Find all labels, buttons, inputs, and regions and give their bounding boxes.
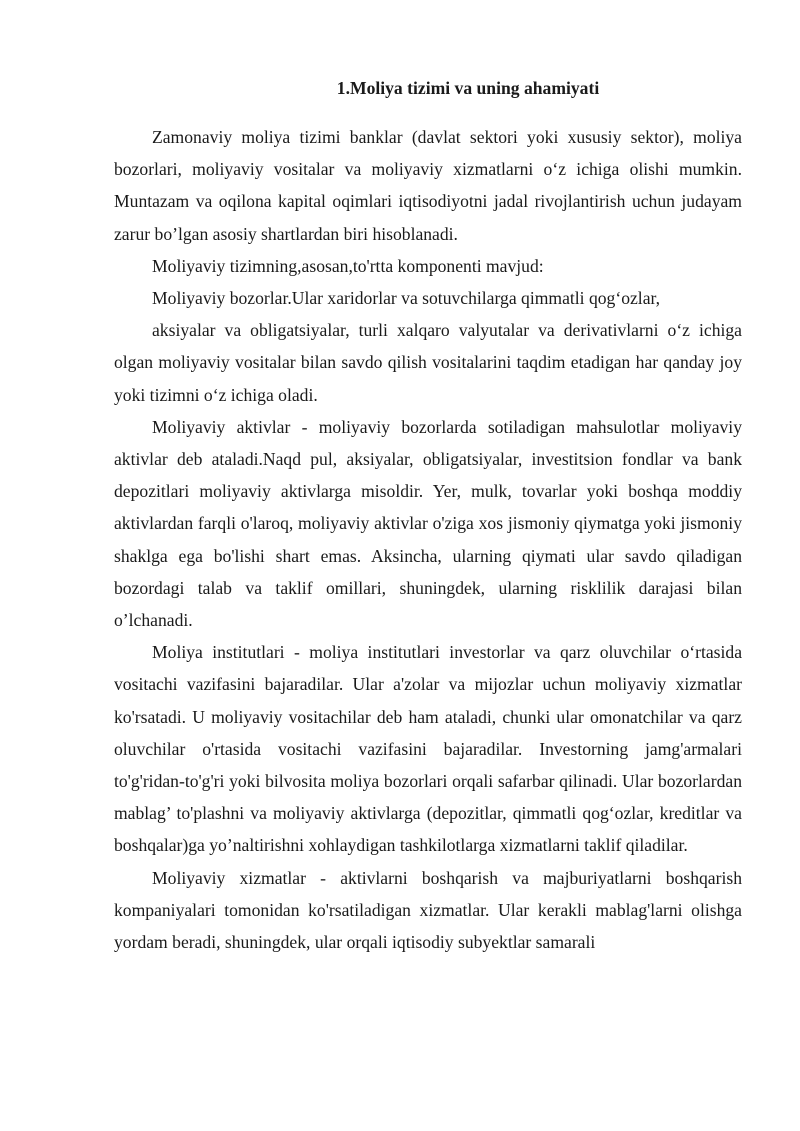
- document-body: [114, 74, 742, 958]
- paragraph-financial-services: Moliyaviy xizmatlar - aktivlarni boshqarish va majburiyatlarni boshqarish kompaniyalari tomonidan ko'rsatiladigan xizmatlar. Ular kerakli mablag'larni olishga yordam beradi, shuningdek, ular orqali iqtisodiy subyektlar samarali: [114, 867, 742, 953]
- paragraph-financial-assets: Moliyaviy aktivlar - moliyaviy bozorlarda sotiladigan mahsulotlar moliyaviy aktivlar deb ataladi.Naqd pul, aksiyalar, obligatsiyalar, investitsion fondlar va bank depozitlari moliyaviy aktivlarga misoldir. Yer, mulk, tovarlar yoki boshqa moddiy aktivlardan farqli o'laroq, moliyaviy aktivlar o'ziga xos jismoniy qiymatga yoki jismoniy shaklga ega bo'lishi shart emas. Aksincha, ularning qiymati ular savdo qiladigan bozordagi talab va taklif omillari, shuningdek, ularning risklilik darajasi bilan o’lchanadi.: [114, 416, 742, 631]
- paragraph-components: Moliyaviy tizimning,asosan,to'rtta komponenti mavjud:: [152, 255, 544, 276]
- paragraph-financial-institutions: Moliya institutlari - moliya institutlari investorlar va qarz oluvchilar o‘rtasida vositachi vazifasini bajaradilar. Ular a'zolar va mijozlar uchun moliyaviy xizmatlar ko'rsatadi. U moliyaviy vositachilar deb ham ataladi, chunki ular omonatchilar va qarz oluvchilar o'rtasida vositachi vazifasini bajaradilar. Investorning jamg'armalari to'g'ridan-to'g'ri yoki bilvosita moliya bozorlari orqali safarbar qilinadi. Ular bozorlardan mablag’ to'plashni va moliyaviy aktivlarga (depozitlar, qimmatli qog‘ozlar, kreditlar va boshqalar)ga yo’naltirishni xohlaydigan tashkilotlarga xizmatlarni taklif qiladilar.: [114, 642, 742, 856]
- section-title: 1.Moliya tizimi va uning ahamiyati: [336, 78, 600, 98]
- paragraph-intro: Zamonaviy moliya tizimi banklar (davlat sektori yoki xususiy sektor), moliya bozorlari, moliyaviy vositalar va moliyaviy xizmatlarni o‘z ichiga olishi mumkin. Muntazam va oqilona kapital oqimlari iqtisodiyotni jadal rivojlantirish uchun judayam zarur bo’lgan asosiy shartlardan biri hisoblanadi.: [114, 127, 742, 244]
- paragraph-financial-markets: Moliyaviy bozorlar.Ular xaridorlar va sotuvchilarga qimmatli qog‘ozlar,: [152, 288, 661, 309]
- paragraph-financial-markets-cont: aksiyalar va obligatsiyalar, turli xalqaro valyutalar va derivativlarni o‘z ichiga olgan moliyaviy vositalar bilan savdo qilish vositalarini taqdim etadigan har qanday joy yoki tizimni o‘z ichiga oladi.: [114, 320, 742, 405]
